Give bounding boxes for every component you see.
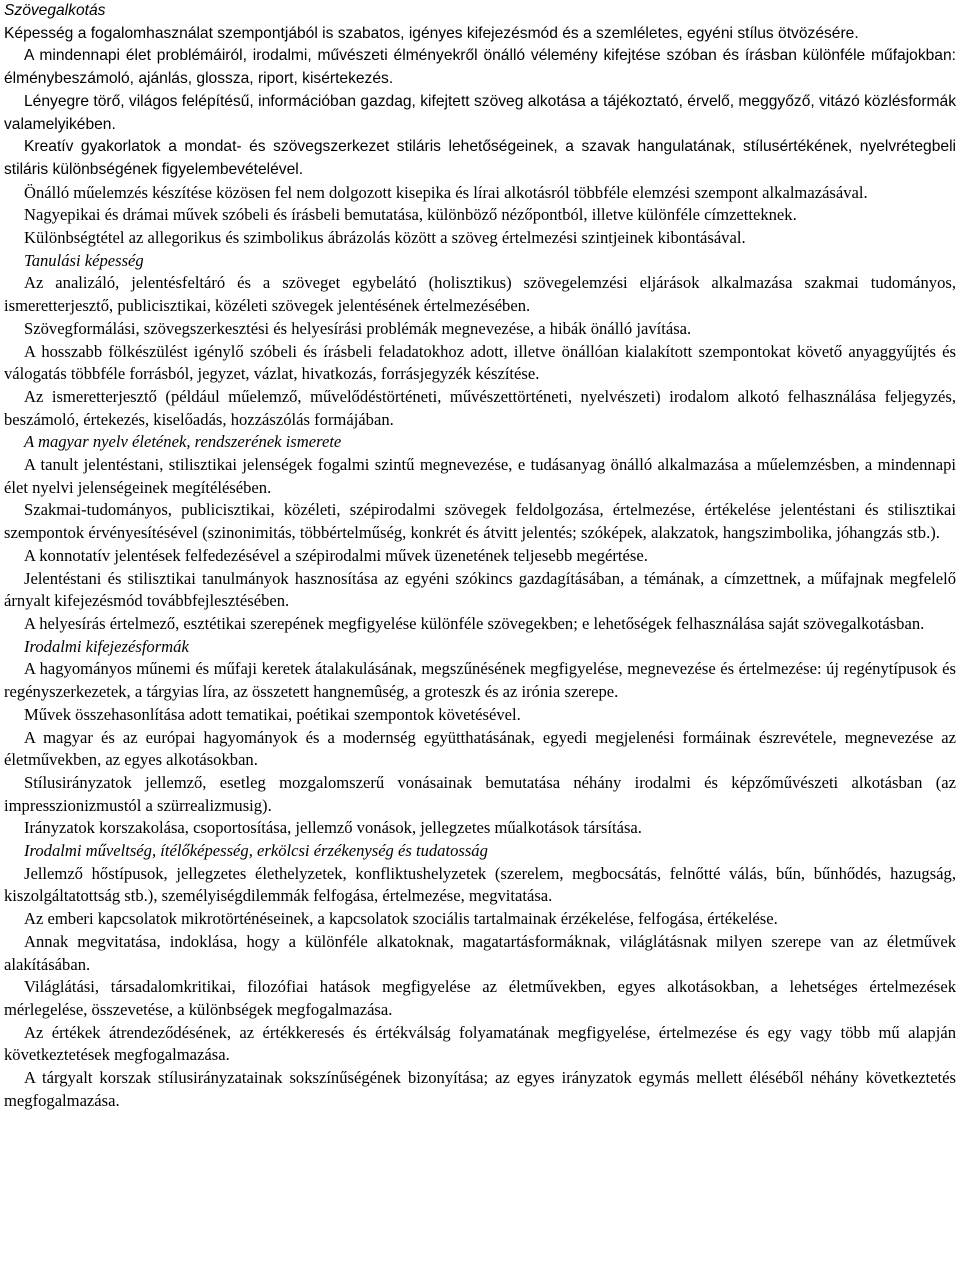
- paragraph: A mindennapi élet problémáiról, irodalmi, művészeti élményekről önálló vélemény kifejtése szóban és írásban különféle műfajokban: élménybeszámoló, ajánlás, glossza, riport, kisértekezés.: [4, 47, 956, 88]
- section-heading: A magyar nyelv életének, rendszerének ismerete: [24, 432, 342, 452]
- paragraph: Jellemző hőstípusok, jellegzetes élethelyzetek, konfliktushelyzetek (szerelem, megbocsátás, felnőtté válás, bűn, bűnhődés, hazugság, kiszolgáltatottság stb.), személyiségdilemmák felfogása, értelmezése, megvitatása.: [4, 863, 956, 906]
- paragraph: Jelentéstani és stilisztikai tanulmányok hasznosítása az egyéni szókincs gazdagításában, a témának, a címzettnek, a műfajnak megfelelő árnyalt kifejezésmód továbbfejlesztésében.: [4, 568, 956, 611]
- paragraph: A tárgyalt korszak stílusirányzatainak sokszínűségének bizonyítása; az egyes irányzatok egymás mellett éléséből néhány következtetés megfogalmazása.: [4, 1068, 956, 1110]
- paragraph: Az értékek átrendeződésének, az értékkeresés és értékválság folyamatának megfigyelése, értelmezése és egy vagy több mű alapján következtetések megfogalmazása.: [4, 1022, 956, 1065]
- paragraph: A magyar és az európai hagyományok és a modernség együtthatásának, egyedi megjelenési formáinak észrevétele, megnevezése az életművekben, az egyes alkotásokban.: [4, 727, 956, 770]
- paragraph: Szövegformálási, szövegszerkesztési és helyesírási problémák megnevezése, a hibák önálló javítása.: [24, 318, 692, 338]
- paragraph: Az analizáló, jelentésfeltáró és a szöveget egybelátó (holisztikus) szövegelemzési eljárások alkalmazása szakmai tudományos, ismeretterjesztő, publicisztikai, közéleti szövegek jelentésének értelmezésében.: [4, 273, 956, 316]
- section-irodalmi-muveltseg: [4, 840, 956, 1112]
- paragraph: Annak megvitatása, indoklása, hogy a különféle alkatoknak, magatartásformáknak, világlátásnak milyen szerepe van az életművek alakításában.: [4, 931, 956, 974]
- paragraph: A hosszabb fölkészülést igénylő szóbeli és írásbeli feladatokhoz adott, illetve önállóan kialakított szempontokat követő anyaggyűjtés és válogatás többféle forrásból, jegyzet, vázlat, hivatkozás, forrásjegyzék készítése.: [4, 341, 956, 384]
- paragraph: Képesség a fogalomhasználat szempontjából is szabatos, igényes kifejezésmód és a szemléletes, egyéni stílus ötvözésére.: [4, 24, 859, 42]
- paragraph: Nagyepikai és drámai művek szóbeli és írásbeli bemutatása, különböző nézőpontból, illetve különféle címzetteknek.: [24, 205, 797, 225]
- paragraph: Önálló műelemzés készítése közösen fel nem dolgozott kisepika és lírai alkotásról többféle elemzési szempont alkalmazásával.: [24, 182, 868, 202]
- paragraph: A tanult jelentéstani, stilisztikai jelenségek fogalmi szintű megnevezése, e tudásanyag önálló alkalmazása a műelemzésben, a mindennapi élet nyelvi jelenségeinek megítélésében.: [4, 455, 956, 497]
- paragraph: Az ismeretterjesztő (például műelemző, művelődéstörténeti, művészettörténeti, nyelvészeti) irodalom alkotó felhasználása feljegyzés, beszámoló, értekezés, kiselőadás, hozzászólás formájában.: [4, 386, 956, 429]
- section-szovegalkotas: [4, 0, 956, 250]
- paragraph: Szakmai-tudományos, publicisztikai, közéleti, szépirodalmi szövegek feldolgozása, értelmezése, értékelése jelentéstani és stilisztikai szempontok érvényesítésével (szinonimitás, többértelműség, konkrét és átvitt jelentés; szóképek, alakzatok, hangszimbolika, jóhangzás stb.).: [4, 500, 956, 543]
- paragraph: Stílusirányzatok jellemző, esetleg mozgalomszerű vonásainak bemutatása néhány irodalmi és képzőművészeti alkotásban (az impresszionizmustól a szürrealizmusig).: [4, 772, 956, 815]
- section-magyar-nyelv: [4, 431, 956, 635]
- paragraph: Művek összehasonlítása adott tematikai, poétikai szempontok követésével.: [24, 704, 521, 724]
- paragraph: A konnotatív jelentések felfedezésével a szépirodalmi művek üzenetének teljesebb megértése.: [24, 545, 648, 565]
- paragraph: Lényegre törő, világos felépítésű, információban gazdag, kifejtett szöveg alkotása a tájékoztató, érvelő, meggyőző, vitázó közlésformák valamelyikében.: [4, 92, 956, 133]
- paragraph: Kreatív gyakorlatok a mondat- és szövegszerkezet stiláris lehetőségeinek, a szavak hangulatának, stílusértékének, nyelvrétegbeli stiláris különbségének figyelembevételével.: [4, 138, 956, 178]
- section-tanulasi-kepesseg: [4, 250, 956, 432]
- paragraph: Különbségtétel az allegorikus és szimbolikus ábrázolás között a szöveg értelmezési szintjeinek kibontásával.: [24, 228, 746, 248]
- section-heading: Szövegalkotás: [4, 2, 106, 19]
- section-heading: Irodalmi műveltség, ítélőképesség, erkölcsi érzékenység és tudatosság: [24, 841, 488, 861]
- paragraph: A helyesírás értelmező, esztétikai szerepének megfigyelése különféle szövegekben; e lehetőségek felhasználása saját szövegalkotásban.: [24, 613, 925, 633]
- paragraph: Az emberi kapcsolatok mikrotörténéseinek, a kapcsolatok szociális tartalmainak érzékelése, felfogása, értékelése.: [24, 909, 778, 929]
- section-heading: Irodalmi kifejezésformák: [24, 636, 189, 656]
- section-irodalmi-kifejezesformak: [4, 636, 956, 840]
- paragraph: Világlátási, társadalomkritikai, filozófiai hatások megfigyelése az életművekben, egyes alkotásokban, a lehetséges értelmezések mérlegelése, összevetése, a különbségek megfogalmazása.: [4, 977, 956, 1019]
- paragraph: Irányzatok korszakolása, csoportosítása, jellemző vonások, jellegzetes műalkotások társítása.: [24, 818, 642, 838]
- section-heading: Tanulási képesség: [24, 250, 144, 270]
- paragraph: A hagyományos műnemi és műfaji keretek átalakulásának, megszűnésének megfigyelése, megnevezése és értelmezése: új regénytípusok és regényszerkezetek, a tárgyias líra, az összetett hangnemûség, a groteszk és az irónia szerepe.: [4, 659, 956, 702]
